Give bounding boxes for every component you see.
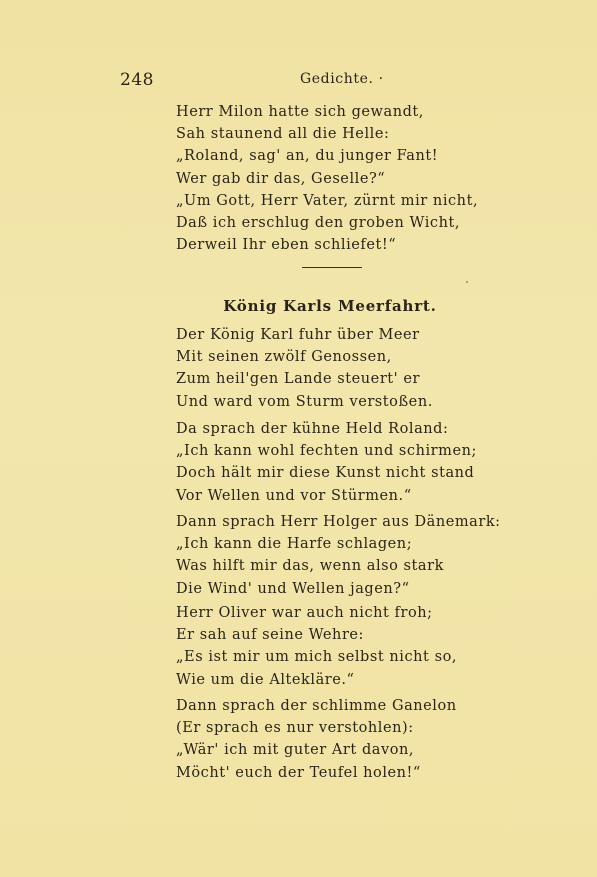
- verse-line: Der König Karl fuhr über Meer: [176, 327, 420, 343]
- stanza-4: [176, 602, 457, 691]
- stanza-5: [176, 695, 457, 784]
- verse-line: Herr Oliver war auch nicht froh;: [176, 605, 433, 621]
- verse-line: Möcht' euch der Teufel holen!“: [176, 764, 421, 781]
- verse-line: Er sah auf seine Wehre:: [176, 627, 364, 644]
- page-number: 248: [120, 70, 154, 90]
- verse-line: Herr Milon hatte sich gewandt,: [176, 104, 424, 120]
- verse-line: Was hilft mir das, wenn also stark: [176, 558, 444, 575]
- stanza-1: [176, 324, 433, 413]
- verse-line: „Ich kann die Harfe schlagen;: [176, 536, 413, 553]
- verse-line: Vor Wellen und vor Stürmen.“: [176, 487, 412, 504]
- poem-title: König Karls Meerfahrt.: [223, 297, 437, 315]
- verse-line: Da sprach der kühne Held Roland:: [176, 421, 449, 437]
- stanza-3: [176, 511, 501, 600]
- verse-line: Sah staunend all die Helle:: [176, 126, 390, 143]
- running-header: [0, 70, 597, 94]
- verse-line: „Um Gott, Herr Vater, zürnt mir nicht,: [176, 192, 479, 209]
- verse-line: Doch hält mir diese Kunst nicht stand: [176, 465, 475, 482]
- verse-line: Und ward vom Sturm verstoßen.: [176, 393, 433, 410]
- paper-speck: [466, 281, 468, 283]
- verse-line: (Er sprach es nur verstohlen):: [176, 720, 414, 737]
- verse-line: „Roland, sag' an, du junger Fant!: [176, 148, 439, 165]
- verse-line: Derweil Ihr eben schliefet!“: [176, 237, 397, 254]
- verse-line: Daß ich erschlug den groben Wicht,: [176, 215, 460, 232]
- section-divider: [302, 267, 362, 268]
- verse-line: Dann sprach der schlimme Ganelon: [176, 698, 457, 714]
- verse-line: „Ich kann wohl fechten und schirmen;: [176, 443, 477, 460]
- verse-line: Wer gab dir das, Geselle?“: [176, 170, 386, 187]
- stanza-2: [176, 418, 477, 507]
- verse-line: „Es ist mir um mich selbst nicht so,: [176, 649, 458, 666]
- verse-line: Dann sprach Herr Holger aus Dänemark:: [176, 514, 501, 530]
- verse-line: „Wär' ich mit guter Art davon,: [176, 742, 415, 759]
- verse-line: Die Wind' und Wellen jagen?“: [176, 580, 410, 597]
- verse-line: Zum heil'gen Lande steuert' er: [176, 371, 420, 388]
- verse-line: Wie um die Altekläre.“: [176, 671, 355, 688]
- stanza-milon: [176, 101, 478, 256]
- running-title: Gedichte. ·: [300, 71, 384, 87]
- verse-line: Mit seinen zwölf Genossen,: [176, 349, 392, 366]
